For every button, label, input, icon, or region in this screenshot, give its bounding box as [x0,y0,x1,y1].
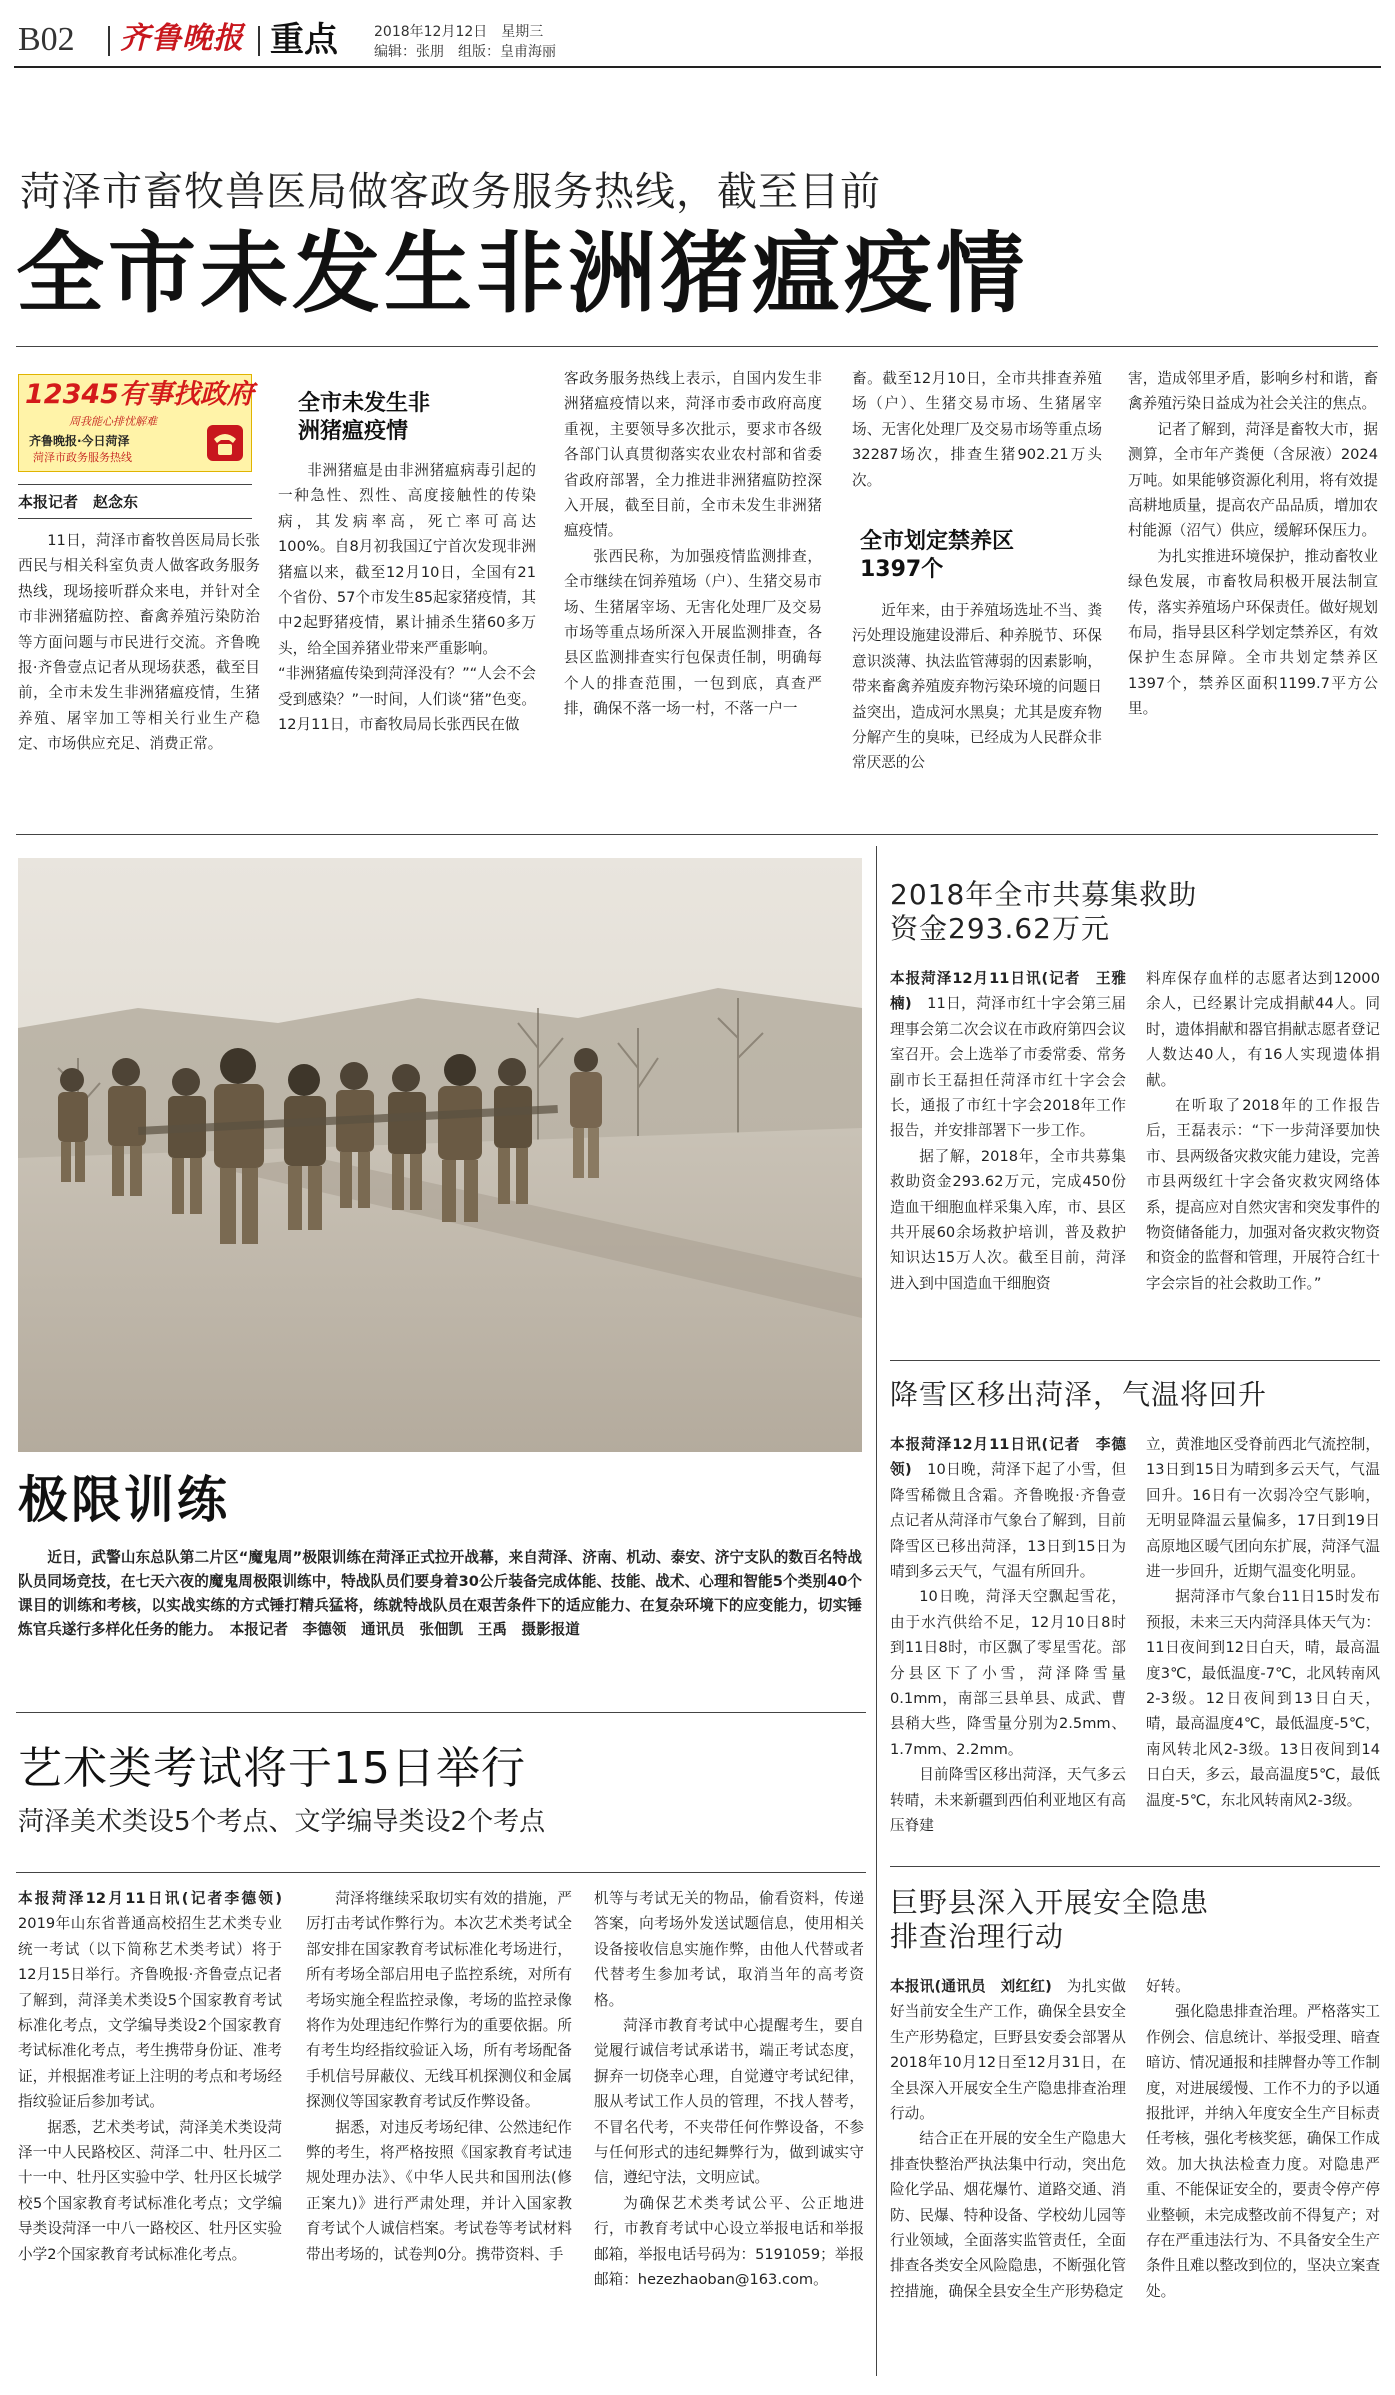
relief-col-1b-text: 据了解，2018年，全市共募集救助资金293.62万元，完成450份造血干细胞血样采集入库，市、县区共开展60余场救护培训，普及救护知识达15万人次。截至目前，菏泽进入到中国造血干细胞资 [890,1147,1126,1292]
lead-col-3-text-b: 张西民称，为加强疫情监测排查，全市继续在饲养殖场（户）、生猪交易市场、生猪屠宰场、无害化处理厂及交易市场等重点场所深入开展监测排查，各县区监测排查实行包保责任制，明确每个人的排查范围，一包到底，真查严排，确保不落一场一村，不落一户一 [564,547,822,718]
hotline-badge-service: 菏泽市政务服务热线 [33,451,132,464]
relief-dateline: 本报菏泽12月11日讯(记者 王雅楠) [890,970,1126,1013]
header-divider [258,26,260,56]
relief-col-1 [890,966,1126,1296]
author-rule [18,484,252,485]
photo-caption [18,1546,862,1642]
photo-title: 极限训练 [18,1471,230,1529]
relief-headline: 2018年全市共募集救助资金293.62万元 [890,878,1198,945]
snow-col-2 [1146,1432,1380,1813]
photo-caption-text: 近日，武警山东总队第二片区“魔鬼周”极限训练在菏泽正式拉开战幕，来自菏泽、济南、机动、泰安、济宁支队的数百名特战队员同场竞技，在七天六夜的魔鬼周极限训练中，特战队员们要身着30公斤装备完成体能、技能、战术、心理和智能5个类别40个课目的训练和考核，以实战实练的方式锤打精兵猛将，练就特战队员在艰苦条件下的适应能力、在复杂环境下的应变能力，切实锤炼官兵遂行多样化任务的能力。 [18,1549,862,1638]
photo-credit: 本报记者 李德领 通讯员 张佃凯 王禹 摄影报道 [229,1621,580,1638]
page-header [0,0,1395,64]
art-exam-col-3 [594,1886,864,2293]
layout-credit: 组版：皇甫海丽 [458,44,556,60]
safety-headline: 巨野县深入开展安全隐患排查治理行动 [890,1886,1210,1953]
snow-col-2-text: 立，黄淮地区受脊前西北气流控制，13日到15日为晴到多云天气，气温回升。16日有一次弱冷空气影响，无明显降温云量偏多，17日到19日高原地区暖气团向东扩展，菏泽气温进一步回升，近期气温变化明显。 [1146,1436,1380,1581]
training-photo [18,858,862,1452]
lead-author: 本报记者 赵念东 [18,493,139,511]
relief-col-2b-text: 在听取了2018年的工作报告后，王磊表示：“下一步菏泽要加快市、县两级备灾救灾能力建设，完善市县两级红十字会备灾救灾网络体系，提高应对自然灾害和突发事件的物资储备能力，加强对备灾救灾物资和资金的监督和管理，开展符合红十字会宗旨的社会救助工作。” [1146,1097,1380,1292]
art-exam-dateline: 本报菏泽12月11日讯(记者李德领) [18,1890,282,1907]
lead-col-2-text: 非洲猪瘟是由非洲猪瘟病毒引起的一种急性、烈性、高度接触性的传染病，其发病率高，死亡率可高达100%。自8月初我国辽宁首次发现非洲猪瘟以来，截至12月10日，全国有21个省份、57个市发生85起家猪疫情，其中2起野猪疫情，累计捕杀生猪60多万头，给全国养猪业带来严重影响。 “非洲猪瘟传染到菏泽没有？”“人会不会受到感染？”一时间，人们谈“猪”色变。12月11日，市畜牧局局长张西民在做 [278,462,536,734]
relief-col-2 [1146,966,1380,1296]
section-rule [890,1866,1380,1867]
art-exam-headline: 艺术类考试将于15日举行 [18,1743,526,1794]
lead-col-5 [1128,366,1378,722]
safety-col-1-text: 为扎实做好当前安全生产工作，确保全县安全生产形势稳定，巨野县安委会部署从2018年10月12日至12月31日，在全县深入开展安全生产隐患排查治理行动。 [890,1978,1126,2123]
phone-icon [207,425,243,461]
lead-col-5-text-a: 害，造成邻里矛盾，影响乡村和谐，畜禽养殖污染日益成为社会关注的焦点。 [1128,370,1378,413]
column-divider [876,846,877,2376]
art-exam-col-1 [18,1886,282,2267]
lead-col-3 [564,366,822,722]
snow-col-1 [890,1432,1126,1839]
lead-col-4 [852,366,1102,493]
lead-subhead-2: 全市划定禁养区1397个 [860,529,1015,582]
lead-col-5-text-b: 记者了解到，菏泽是畜牧大市，据测算，全市年产粪便（含尿液）2024万吨。如果能够资源化利用，将有效提高耕地质量，提高农产品品质，增加农村能源（沼气）供应，缓解环保压力。 [1128,420,1378,540]
paper-logo: 齐鲁晚报 [120,21,244,56]
hotline-badge [18,374,252,472]
lead-headline: 全市未发生非洲猪瘟疫情 [16,222,1029,325]
safety-col-1b-text: 结合正在开展的安全生产隐患大排查快整治严执法集中行动，突出危险化学品、烟花爆竹、道路交通、消防、民爆、特种设备、学校幼儿园等行业领域，全面落实监管责任，全面排查各类安全风险隐患，不断强化管控措施，确保全县安全生产形势稳定 [890,2130,1126,2300]
relief-col-1-text: 11日，菏泽市红十字会第三届理事会第二次会议在市政府第四会议室召开。会上选举了市委常委、常务副市长王磊担任菏泽市红十字会会长，通报了市红十字会2018年工作报告，并安排部署下一步工作。 [890,995,1126,1140]
snow-col-1b-text: 10日晚，菏泽天空飘起雪花，由于水汽供给不足，12月10日8时到11日8时，市区飘了零星雪花。部分县区下了小雪，菏泽降雪量0.1mm，南部三县单县、成武、曹县稍大些，降雪量分别为2.5mm、1.7mm、2.2mm。 [890,1588,1126,1758]
art-exam-col-3c-text: 为确保艺术类考试公平、公正地进行，市教育考试中心设立举报电话和举报邮箱，举报电话号码为：5191059；举报邮箱：hezezhaoban@163.com。 [594,2194,864,2289]
editor-credit: 编辑：张朋 [374,44,444,60]
lead-col-4-text-b: 近年来，由于养殖场选址不当、粪污处理设施建设滞后、种养脱节、环保意识淡薄、执法监管薄弱的因素影响，带来畜禽养殖废弃物污染环境的问题日益突出，造成河水黑臭；尤其是废弃物分解产生的臭味，已经成为人民群众非常厌恶的公 [852,602,1102,772]
header-divider [108,26,110,56]
art-exam-col-2-text: 菏泽将继续采取切实有效的措施，严厉打击考试作弊行为。本次艺术类考试全部安排在国家教育考试标准化考场进行，所有考场全部启用电子监控系统，对所有考场实施全程监控录像，考场的监控录像将作为处理违纪作弊行为的重要依据。所有考生均经指纹验证入场，所有考场配备手机信号屏蔽仪、无线耳机探测仪和金属探测仪等国家教育考试反作弊设备。 [306,1890,572,2111]
snow-dateline: 本报菏泽12月11日讯(记者 李德领) [890,1436,1126,1479]
snow-headline: 降雪区移出菏泽，气温将回升 [890,1378,1268,1411]
safety-dateline: 本报讯(通讯员 刘红红) [890,1978,1052,1995]
page-number: B02 [18,21,75,58]
safety-col-1 [890,1974,1126,2304]
lead-subhead-1: 全市未发生非洲猪瘟疫情 [298,391,431,444]
art-exam-col-2b-text: 据悉，对违反考场纪律、公然违纪作弊的考生，将严格按照《国家教育考试违规处理办法》、《中华人民共和国刑法(修正案九)》进行严肃处理，并计入国家教育考试个人诚信档案。考试卷等考试材料带出考场的，试卷判0分。携带资料、手 [306,2118,572,2263]
art-exam-col-1-text: 2019年山东省普通高校招生艺术类专业统一考试（以下简称艺术类考试）将于12月15日举行。齐鲁晚报·齐鲁壹点记者了解到，菏泽美术类设5个国家教育考试标准化考点，文学编导类设2个国家教育考试标准化考点，考生携带身份证、准考证，并根据准考证上注明的考点和考场经指纹验证后参加考试。 [18,1915,282,2111]
art-exam-col-2 [306,1886,572,2267]
art-exam-col-3-text: 机等与考试无关的物品，偷看资料，传递答案，向考场外发送试题信息，使用相关设备接收信息实施作弊，由他人代替或者代替考生参加考试，取消当年的高考资格。 [594,1890,864,2009]
issue-weekday: 星期三 [501,24,544,40]
safety-col-2-text: 好转。 [1146,1978,1190,1995]
lead-col-2 [278,458,536,737]
section-rule [890,1360,1380,1361]
section-rule [16,1712,866,1713]
hotline-badge-paper: 齐鲁晚报·今日菏泽 [29,434,130,448]
snow-col-1c-text: 目前降雪区移出菏泽，天气多云转晴，未来新疆到西伯利亚地区有高压脊建 [890,1766,1126,1835]
section-rule [16,834,1378,835]
header-rule [14,66,1381,68]
header-meta [374,22,556,62]
snow-col-2b-text: 据菏泽市气象台11日15时发布预报，未来三天内菏泽具体天气为：11日夜间到12日白天，晴，最高温度3℃，最低温度-7℃，北风转南风2-3级。12日夜间到13日白天，晴，最高温度4℃，最低温度-5℃，南风转北风2-3级。13日夜间到14日白天，多云，最高温度5℃，最低温度-5℃，东北风转南风2-3级。 [1146,1588,1380,1809]
issue-date: 2018年12月12日 [374,24,488,40]
hotline-badge-title: 12345有事找政府 [25,379,254,410]
lead-col-1-text: 11日，菏泽市畜牧兽医局局长张西民与相关科室负责人做客政务服务热线，现场接听群众来电，并针对全市非洲猪瘟防控、畜禽养殖污染防治等方面问题与市民进行交流。齐鲁晚报·齐鲁壹点记者从现场获悉，截至目前，全市未发生非洲猪瘟疫情，生猪养殖、屠宰加工等相关行业生产稳定、市场供应充足、消费正常。 [18,532,260,753]
art-exam-rule [16,1872,866,1873]
safety-col-2 [1146,1974,1380,2304]
art-exam-col-1b-text: 据悉，艺术类考试，菏泽美术类设菏泽一中人民路校区、菏泽二中、牡丹区二十一中、牡丹区实验中学、牡丹区长城学校5个国家教育考试标准化考点；文学编导类设菏泽一中八一路校区、牡丹区实验小学2个国家教育考试标准化考点。 [18,2118,282,2263]
lead-kicker: 菏泽市畜牧兽医局做客政务服务热线，截至目前 [20,169,881,215]
lead-col-3-text-a: 客政务服务热线上表示，自国内发生非洲猪瘟疫情以来，菏泽市委市政府高度重视，主要领导多次批示，要求市各级各部门认真贯彻落实农业农村部和省委省政府部署，全力推进非洲猪瘟防控深入开展，截至目前，全市未发生非洲猪瘟疫情。 [564,370,822,540]
section-name: 重点 [270,20,338,60]
lead-col-5-text-c: 为扎实推进环境保护，推动畜牧业绿色发展，市畜牧局积极开展法制宣传，落实养殖场户环保责任。做好规划布局，指导县区科学划定禁养区，有效保护生态屏障。全市共划定禁养区1397个，禁养区面积1199.7平方公里。 [1128,547,1378,718]
author-rule [18,518,252,519]
safety-col-2b-text: 强化隐患排查治理。严格落实工作例会、信息统计、举报受理、暗查暗访、情况通报和挂牌督办等工作制度，对进展缓慢、工作不力的予以通报批评，并纳入年度安全生产目标责任考核，强化考核奖惩，确保工作成效。加大执法检查力度。对隐患严重、不能保证安全的，要责令停产停业整顿，未完成整改前不得复产；对存在严重违法行为、不具备安全生产条件且难以整改到位的，坚决立案查处。 [1146,2003,1380,2300]
lead-col-4b [852,598,1102,776]
lead-rule [16,346,1378,347]
snow-col-1-text: 10日晚，菏泽下起了小雪，但降雪稀微且含霜。齐鲁晚报·齐鲁壹点记者从菏泽市气象台了解到，目前降雪区已移出菏泽，13日到15日为晴到多云天气，气温有所回升。 [890,1461,1126,1581]
lead-col-4-text-a: 畜。截至12月10日，全市共排查养殖场（户）、生猪交易市场、生猪屠宰场、无害化处理厂及交易市场等重点场32287场次，排查生猪902.21万头次。 [852,370,1102,489]
art-exam-col-3b-text: 菏泽市教育考试中心提醒考生，要自觉履行诚信考试承诺书，端正考试态度，摒弃一切侥幸心理，自觉遵守考试纪律，服从考试工作人员的管理，不找人替考，不冒名代考，不夹带任何作弊设备，不参与任何形式的违纪舞弊行为，做到诚实守信，遵纪守法，文明应试。 [594,2017,864,2187]
relief-col-2-text: 料库保存血样的志愿者达到12000余人，已经累计完成捐献44人。同时，遗体捐献和器官捐献志愿者登记人数达40人，有16人实现遗体捐献。 [1146,970,1380,1089]
lead-col-1 [18,528,260,757]
art-exam-subhead: 菏泽美术类设5个考点、文学编导类设2个考点 [18,1807,546,1837]
hotline-badge-sub: 周我能心排忧解难 [69,415,157,428]
